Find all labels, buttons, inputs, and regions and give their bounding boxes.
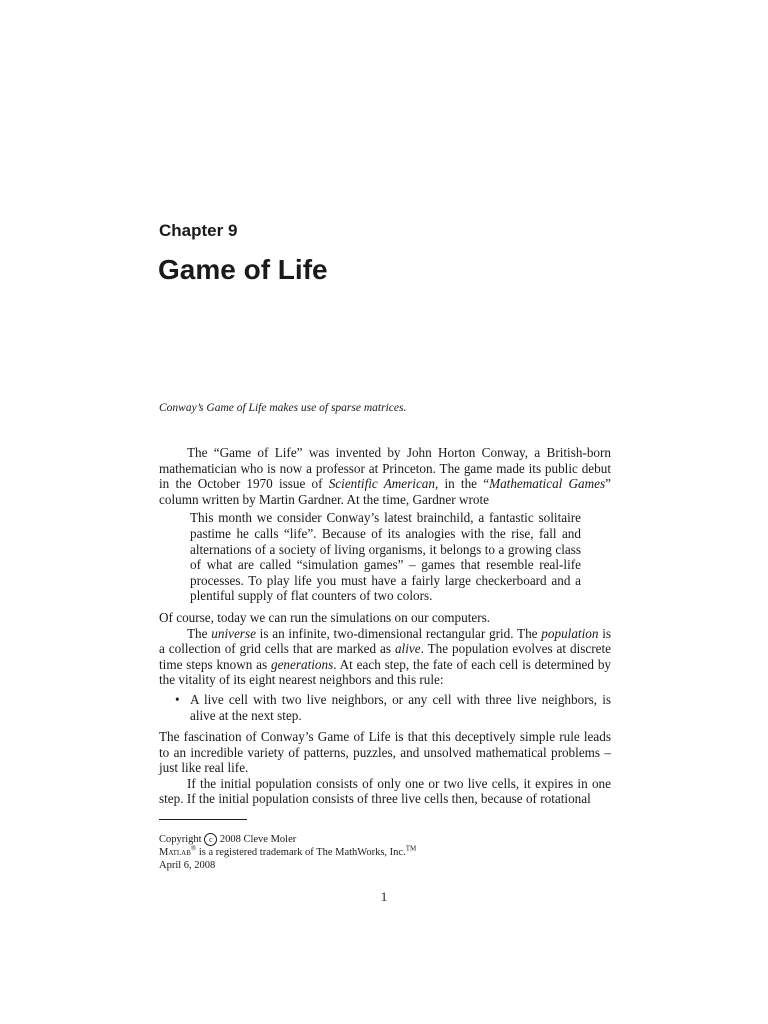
term-universe: universe: [211, 625, 256, 641]
copyright-prefix: Copyright: [159, 834, 202, 845]
trademark-text: is a registered trademark of The MathWorks, Inc.: [196, 847, 406, 858]
epigraph: Conway’s Game of Life makes use of sparse matrices.: [159, 402, 407, 414]
text-run: is a collection of grid cells that are marked as: [159, 625, 611, 657]
text-run: is an infinite, two-dimensional rectangular grid. The: [255, 625, 542, 641]
italic-column-name: Mathematical Games: [489, 476, 606, 492]
block-quote: This month we consider Conway’s latest brainchild, a fantastic solitaire pastime he calls “life”. Because of its analogies with the rise, fall and alternations of a society of living organisms, it belongs to a growing class of what are called “simulation games” – games that resemble real-life processes. To play life you must have a fairly large checkerboard and a plentiful supply of flat counters of two colors.: [190, 510, 581, 604]
copyright-line: [159, 833, 416, 846]
chapter-label: Chapter 9: [159, 221, 238, 240]
registered-mark: ®: [190, 844, 197, 853]
text-run: . The population evolves at discrete time steps known as: [159, 641, 611, 672]
paragraph-intro: [159, 445, 611, 507]
trademark-name: Matlab: [159, 847, 191, 858]
paragraph-initial-population: If the initial population consists of only one or two live cells, it expires in one step. If the initial population consists of three live cells then, because of rotational: [159, 775, 611, 807]
tm-mark: TM: [405, 844, 417, 853]
italic-publication: Scientific American: [328, 476, 435, 492]
list-item-text: A live cell with two live neighbors, or any cell with three live neighbors, is alive at the next step.: [190, 691, 611, 723]
page-number: 1: [380, 889, 388, 904]
bullet-icon: •: [175, 691, 180, 707]
text-run: , in the “: [435, 476, 490, 492]
text-run: The: [187, 625, 212, 641]
paragraph-definitions: [159, 626, 611, 688]
footnotes: [159, 833, 416, 872]
paragraph-computers: Of course, today we can run the simulations on our computers.: [159, 609, 491, 625]
copyright-icon: c: [204, 833, 217, 846]
text-run: . At each step, the fate of each cell is determined by the vitality of its eight nearest neighbors and this rule:: [159, 656, 612, 688]
text-run: ” column written by Martin Gardner. At the time, Gardner wrote: [159, 476, 611, 507]
footnote-divider: [159, 819, 247, 820]
term-population: population: [541, 625, 599, 641]
term-alive: alive: [394, 641, 421, 657]
text-run: The “Game of Life” was invented by John Horton Conway, a British-born mathematician who is now a professor at Princeton. The game made its public debut in the October 1970 issue of: [159, 445, 611, 492]
trademark-line: [159, 846, 416, 859]
paragraph-fascination: The fascination of Conway’s Game of Life is that this deceptively simple rule leads to an incredible variety of patterns, puzzles, and unsolved mathematical problems – just like real life.: [159, 729, 611, 776]
body-text: [159, 445, 611, 807]
date-line: April 6, 2008: [159, 860, 216, 871]
list-item: [159, 692, 611, 723]
term-generations: generations: [270, 656, 334, 672]
rule-list: [159, 692, 611, 723]
copyright-suffix: 2008 Cleve Moler: [219, 834, 297, 845]
chapter-title: Game of Life: [158, 254, 328, 285]
